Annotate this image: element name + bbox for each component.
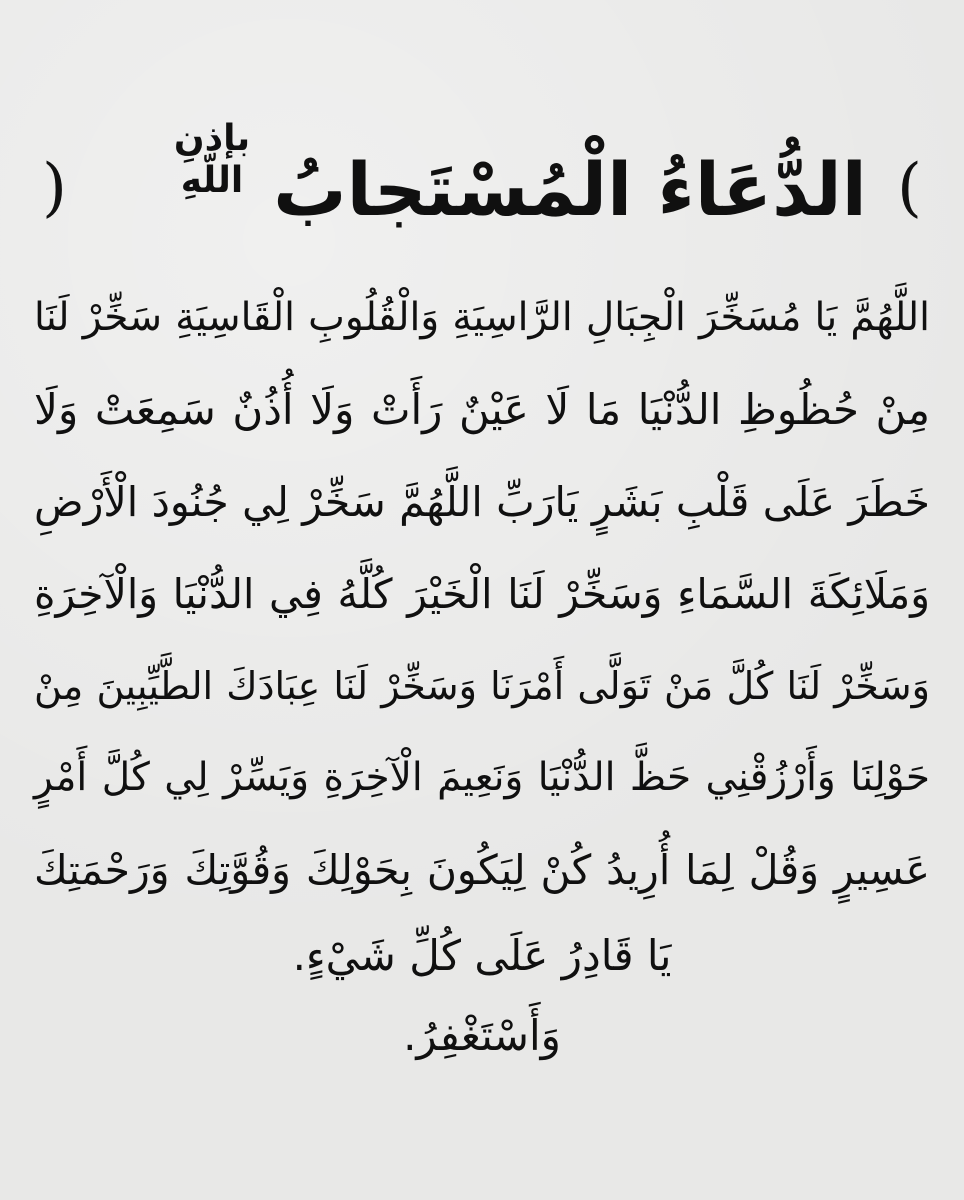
close-parenthesis: ( [897, 151, 922, 225]
text-line-2: مِنْ حُظُوظِ الدُّنْيَا مَا لَا عَيْنٌ رَأَتْ وَلَا أُذُنٌ سَمِعَتْ وَلَا [34, 385, 930, 434]
text-line-7: عَسِيرٍ وَقُلْ لِمَا أُرِيدُ كُنْ لِيَكُونَ بِحَوْلِكَ وَقُوَّتِكَ وَرَحْمَتِكَ [34, 846, 930, 894]
open-parenthesis: ) [42, 151, 67, 225]
by-permission-of-god [152, 118, 272, 202]
text-line-4: وَمَلَائِكَةَ السَّمَاءِ وَسَخِّرْ لَنَا الْخَيْرَ كُلَّهُ فِي الدُّنْيَا وَالْآخِرَةِ [34, 570, 930, 618]
text-line-1: اللَّهُمَّ يَا مُسَخِّرَ الْجِبَالِ الرَّاسِيَةِ وَالْقُلُوبِ الْقَاسِيَةِ سَخِّرْ لَنَا [34, 295, 930, 340]
permission-line-1: بإذنِ [173, 118, 251, 159]
permission-line-2: اللّهِ [180, 160, 244, 201]
title-row [40, 118, 924, 268]
page-title: الدُّعَاءُ الْمُسْتَجابُ [273, 148, 867, 233]
text-line-8: يَا قَادِرُ عَلَى كُلِّ شَيْءٍ. [292, 931, 672, 980]
supplication-text [34, 272, 930, 1076]
text-line-6: حَوْلِنَا وَأَرْزُقْنِي حَظَّ الدُّنْيَا وَنَعِيمَ الْآخِرَةِ وَيَسِّرْ لِي كُلَّ أَمْرٍ [34, 755, 930, 800]
text-line-9: وَأَسْتَغْفِرُ. [403, 1011, 561, 1060]
text-line-3: خَطَرَ عَلَى قَلْبِ بَشَرٍ يَارَبِّ اللَّهُمَّ سَخِّرْ لِي جُنُودَ الْأَرْضِ [34, 478, 930, 526]
text-line-5: وَسَخِّرْ لَنَا كُلَّ مَنْ تَوَلَّى أَمْرَنَا وَسَخِّرْ لَنَا عِبَادَكَ الطَّيِّبِينَ مِنْ [34, 664, 930, 708]
